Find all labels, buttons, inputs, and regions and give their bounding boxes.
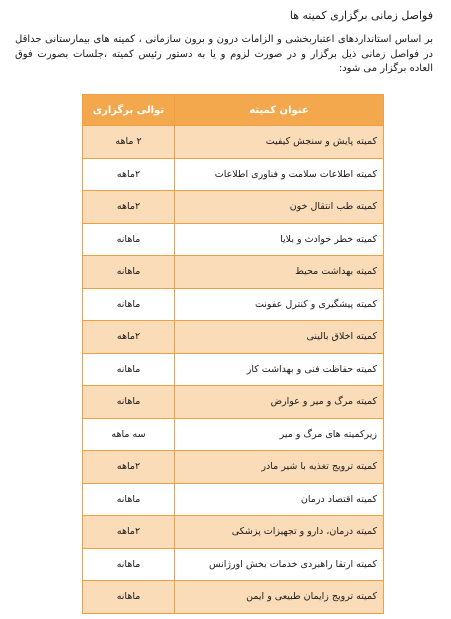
- table-row: [83, 581, 384, 614]
- committee-frequency: ماهانه: [83, 548, 175, 581]
- table-row: [83, 321, 384, 354]
- committee-frequency: ماهانه: [83, 386, 175, 419]
- committee-name: کمیته پایش و سنجش کیفیت: [175, 126, 384, 159]
- committee-name: کمیته اخلاق بالینی: [175, 321, 384, 354]
- committee-schedule-table: [82, 94, 384, 614]
- committee-frequency: ماهانه: [83, 483, 175, 516]
- committee-frequency: ماهانه: [83, 581, 175, 614]
- committee-name: زیرکمیته های مرگ و میر: [175, 418, 384, 451]
- committee-frequency: ماهانه: [83, 353, 175, 386]
- committee-frequency: ۲ماهه: [83, 191, 175, 224]
- section-heading: فواصل زمانی برگزاری کمیته ها: [289, 9, 433, 22]
- committee-frequency: ۲ماهه: [83, 451, 175, 484]
- committee-name: کمیته حفاظت فنی و بهداشت کار: [175, 353, 384, 386]
- committee-name: کمیته مرگ و میر و عوارض: [175, 386, 384, 419]
- table-row: [83, 548, 384, 581]
- intro-paragraph: بر اساس استانداردهای اعتباربخشی و الزامات درون و برون سازمانی ، کمیته های بیمارستانی حداقل در فواصل زمانی ذیل برگزار و در صورت لزوم و یا به دستور رئیس کمیته ،جلسات بصورت فوق العاده برگزار می شود:: [15, 34, 433, 74]
- committee-name: کمیته پیشگیری و کنترل عفونت: [175, 288, 384, 321]
- table-row: [83, 516, 384, 549]
- committee-name: کمیته ترویج زایمان طبیعی و ایمن: [175, 581, 384, 614]
- committee-name: کمیته بهداشت محیط: [175, 256, 384, 289]
- table-row: [83, 288, 384, 321]
- table-row: [83, 353, 384, 386]
- header-frequency: توالی برگزاری: [83, 95, 175, 126]
- committee-frequency: ماهانه: [83, 223, 175, 256]
- committee-frequency: ۲ماهه: [83, 158, 175, 191]
- table-row: [83, 418, 384, 451]
- table-header-row: [83, 95, 384, 126]
- header-committee-title: عنوان کمیته: [175, 95, 384, 126]
- committee-name: کمیته اطلاعات سلامت و فناوری اطلاعات: [175, 158, 384, 191]
- table-row: [83, 126, 384, 159]
- committee-name: کمیته طب انتقال خون: [175, 191, 384, 224]
- committee-frequency: ماهانه: [83, 256, 175, 289]
- table-row: [83, 386, 384, 419]
- table-row: [83, 158, 384, 191]
- committee-name: کمیته ارتقا راهبردی خدمات بخش اورژانس: [175, 548, 384, 581]
- committee-name: کمیته خطر حوادث و بلایا: [175, 223, 384, 256]
- committee-frequency: ۲ ماهه: [83, 126, 175, 159]
- table-row: [83, 191, 384, 224]
- committee-name: کمیته ترویج تغذیه با شیر مادر: [175, 451, 384, 484]
- table-row: [83, 256, 384, 289]
- committee-name: کمیته اقتصاد درمان: [175, 483, 384, 516]
- committee-frequency: سه ماهه: [83, 418, 175, 451]
- table-row: [83, 223, 384, 256]
- committee-name: کمیته درمان، دارو و تجهیزات پزشکی: [175, 516, 384, 549]
- committee-frequency: ۲ماهه: [83, 321, 175, 354]
- table-row: [83, 483, 384, 516]
- table-row: [83, 451, 384, 484]
- committee-frequency: ماهانه: [83, 288, 175, 321]
- committee-frequency: ۲ماهه: [83, 516, 175, 549]
